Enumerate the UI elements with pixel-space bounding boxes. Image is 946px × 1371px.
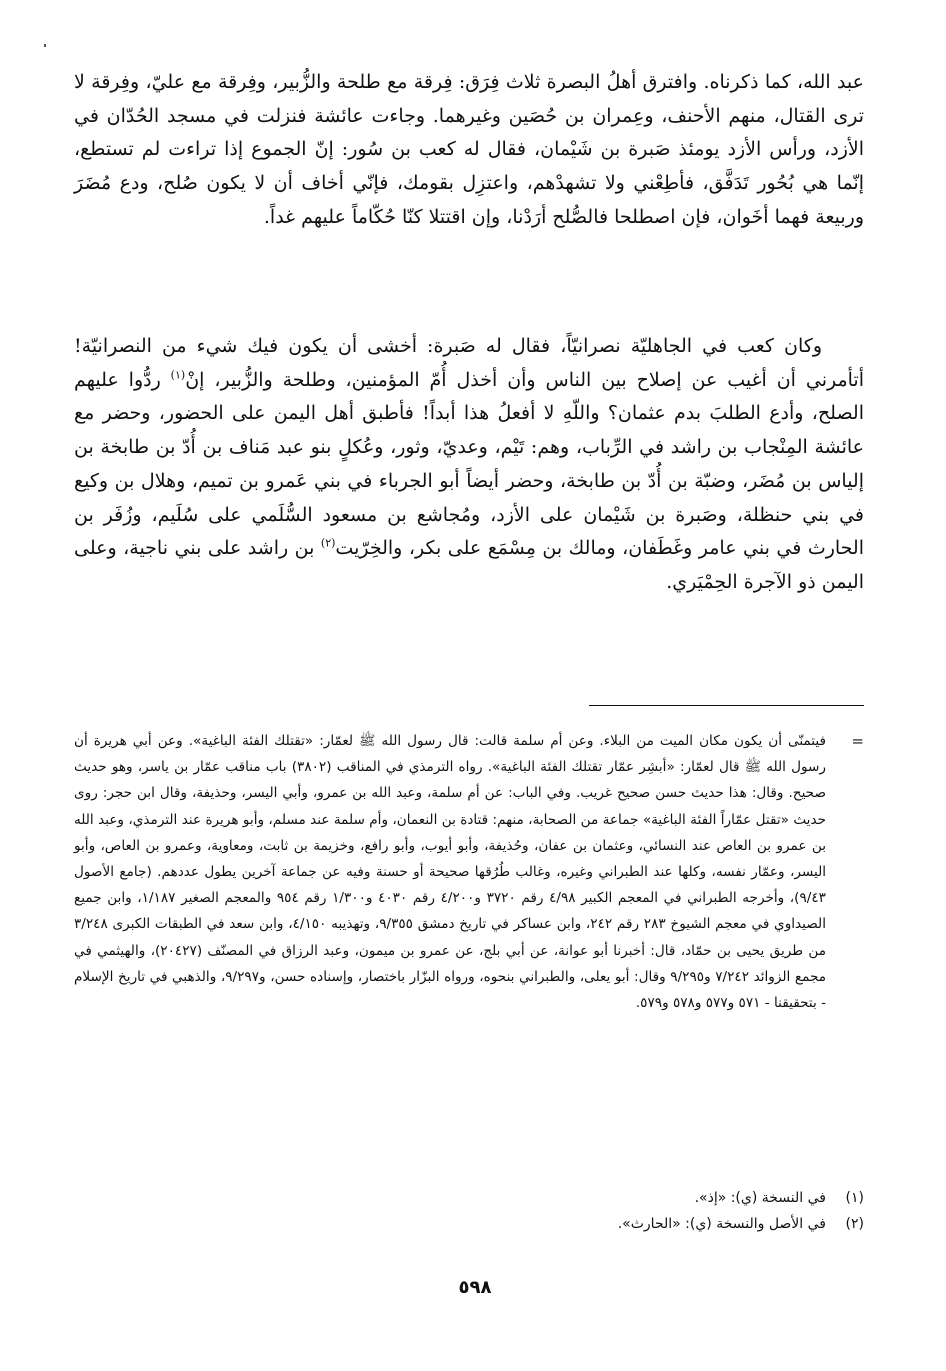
continuation-mark: = xyxy=(851,732,864,750)
footnote-1-text: في النسخة (ي): «إذ». xyxy=(694,1190,826,1206)
footnote-2-text: في الأصل والنسخة (ي): «الحارث». xyxy=(617,1216,826,1232)
footnote-2 xyxy=(74,1212,864,1236)
footnote-continuation xyxy=(74,728,864,1016)
footnote-2-number: (٢) xyxy=(845,1216,864,1232)
page-number: ٥٩٨ xyxy=(458,1277,492,1298)
main-paragraph-1 xyxy=(74,66,864,235)
footnote-1-number: (١) xyxy=(845,1190,864,1206)
main-paragraph-2-text-c: بن راشد على بني ناجية، وعلى اليمن ذو الآجرة الحِمْيَري. xyxy=(74,537,864,593)
main-paragraph-2-text-a: وكان كعب في الجاهليّة نصرانيّاً، فقال له صَبرة: أخشى أن يكون فيك شيء من النصرانيّة! أتأمرني أن أغيب عن إصلاح بين الناس وأن أخذل أُمّ المؤمنين، وطلحة والزُّبير، إنْ xyxy=(74,335,864,391)
scan-speck xyxy=(44,44,46,47)
main-paragraph-2 xyxy=(74,330,864,600)
footnote-continuation-text: فيتمنّى أن يكون مكان الميت من البلاء. وعن أم سلمة قالت: قال رسول الله ﷺ لعمّار: «تقتلك الفئة الباغية». وعن أبي هريرة أن رسول الله ﷺ قال لعمّار: «أبشِر عمّار تقتلك الفئة الباغية». رواه الترمذي في المناقب (٣٨٠٢) باب مناقب عمّار بن ياسر، وهو حديث صحيح. وقال: هذا حديث حسن صحيح غريب. وفي الباب: عن أم سلمة، وعبد الله بن عمرو، وأبي اليسر، وحذيفة، وقال ابن حجر: روى حديث «تقتل عمّاراً الفئة الباغية» جماعة من الصحابة، منهم: قتادة بن النعمان، وأم سلمة عند مسلم، وأبو هريرة عند الترمذي، وعبد الله بن عمرو بن العاص عند النسائي، وعثمان بن عفان، وحُذيفة، وأبو أيوب، وأبو رافع، وخزيمة بن ثابت، ومعاوية، وعمرو بن العاص، وأبو اليسر، وعمّار نفسه، وكلها عند الطبراني وغيره، وغالب طُرُقها صحيحة أو حسنة وفيه عن جماعة آخرين يطول عددهم. (جامع الأصول ٩/٤٣)، وأخرجه الطبراني في المعجم الكبير ٤/٩٨ رقم ٣٧٢٠ و٤/٢٠٠ رقم ٤٠٣٠ و١/٣٠٠ رقم ٩٥٤ والمعجم الصغير ١/١٨٧، وابن جميع الصيداوي في معجم الشيوخ ٢٨٣ رقم ٢٤٢، وابن عساكر في تاريخ دمشق ٩/٣٥٥، وتهذيبه ٤/١٥٠، وابن سعد في الطبقات الكبرى ٣/٢٤٨ من طريق يحيى بن حمّاد، قال: أخبرنا أبو عوانة، عن أبي بلج، عن عمرو بن ميمون، وعبد الرزاق في المصنّف (٢٠٤٢٧)، والهيثمي في مجمع الزوائد ٧/٢٤٢ و٩/٢٩٥ وقال: أبو يعلى، والطبراني بنحوه، ورواه البزّار باختصار، وإسناده حسن، و٩/٢٩٧، والذهبي في تاريخ الإسلام - بتحقيقنا - ٥٧١ و٥٧٧ و٥٧٨ و٥٧٩. xyxy=(74,733,827,1012)
footnote-separator xyxy=(589,705,864,706)
main-paragraph-1-text: عبد الله، كما ذكرناه. وافترق أهلُ البصرة ثلاث فِرَق: فِرقة مع طلحة والزُّبير، وفِرقة مع عليّ، وفِرقة لا ترى القتال، منهم الأحنف، وعِمران بن حُصَين وغيرهما. وجاءت عائشة فنزلت في مسجد الحُدّان في الأزد، ورأس الأزد يومئذ صَبرة بن شَيْمان، فقال له كعب بن سُور: إنّ الجموع إذا تراءت لم تستطع، إنّما هي بُحُور تَدَفَّق، فأطِعْني ولا تشهدْهم، واعتزِل بقومك، فإنّي أخاف أن لا يكون صُلح، ودع مُضَرَ وربيعة فهما أخَوان، فإن اصطلحا فالصُّلح أرَدْنا، وإن اقتتلا كنّا حُكّاماً عليهم غداً. xyxy=(74,71,864,228)
main-paragraph-2-text-b: ردُّوا عليهم الصلح، وأدع الطلبَ بدم عثمان؟ واللّهِ لا أفعلُ هذا أبداً! فأطبق أهل اليمن على الحضور، وحضر مع عائشة المِنْجاب بن راشد في الرِّباب، وهم: تَيْم، وعديّ، وثور، وعُكلٍ بنو عبد مَناف بن أُدّ بن طابخة بن إلياس بن مُضَر، وضبّة بن أُدّ بن طابخة، وحضر أيضاً أبو الجرباء في بني عَمرو بن تميم، وهلال بن وكيع في بني حنظلة، وصَبرة بن شَيْمان على الأزد، ومُجاشع بن مسعود السُّلَمي على سُلَيم، وزُفَر بن الحارث في بني عامر وغَطَفان، ومالك بن مِسْمَع على بكر، والخِرّيت xyxy=(74,368,865,560)
footnote-1 xyxy=(74,1186,864,1210)
footnote-ref-1: (١) xyxy=(170,368,186,382)
footnote-ref-2: (٢) xyxy=(320,536,336,550)
